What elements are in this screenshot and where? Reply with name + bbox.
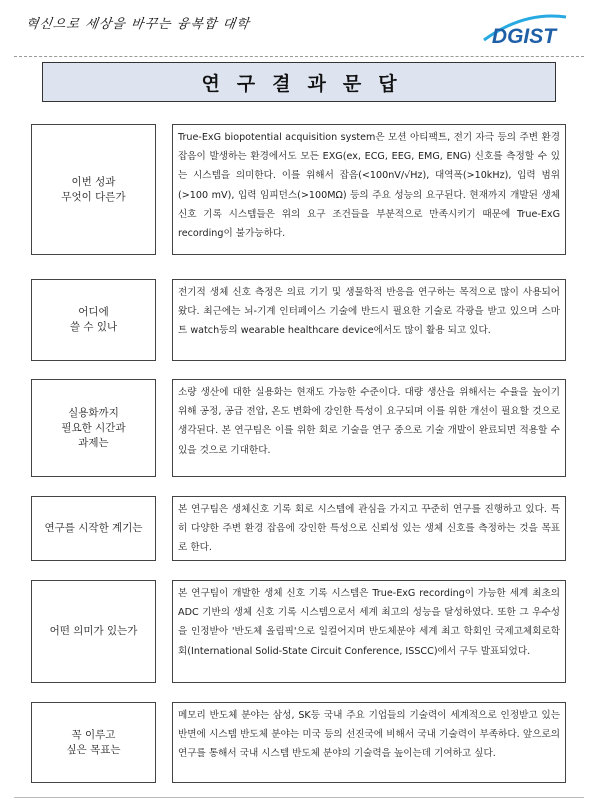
- qa-section-goal: [31, 702, 566, 783]
- qa-section-difference: [31, 124, 566, 255]
- qa-section-motivation: [31, 496, 566, 561]
- question-label: 꼭 이루고 싶은 목표는: [31, 702, 156, 783]
- question-label: 어디에 쓸 수 있나: [31, 279, 156, 361]
- answer-text: 본 연구팀은 생체신호 기록 회로 시스템에 관심을 가지고 꾸준히 연구를 진행하고 있다. 특히 다양한 주변 환경 잡음에 강인한 특성으로 신뢰성 있는 생체 신호를 측정하는 것을 목표로 한다.: [172, 496, 566, 561]
- qa-section-commercialization: [31, 379, 566, 477]
- question-label: 실용화까지 필요한 시간과 과제는: [31, 379, 156, 477]
- answer-text: 본 연구팀이 개발한 생체 신호 기록 시스템은 True-ExG recording이 가능한 세계 최초의 ADC 기반의 생체 신호 기록 시스템으로서 세계 최고의 성능을 달성하였다. 또한 그 우수성을 인정받아 '반도체 올림픽'으로 일컬어지며 반도체분야 세계 최고 학회인 국제고체회로학회(International Solid-State Circuit Conference, ISSCC)에서 구두 발표되었다.: [172, 580, 566, 683]
- logo-text: DGIST: [491, 25, 557, 48]
- header-divider: [14, 56, 584, 57]
- qa-section-significance: [31, 580, 566, 683]
- title-banner: [42, 62, 556, 102]
- question-label: 이번 성과 무엇이 다른가: [31, 124, 156, 255]
- page-title: 연구결과문답: [201, 72, 414, 95]
- footer-divider: [14, 797, 584, 798]
- qa-section-application: [31, 279, 566, 361]
- answer-text: 전기적 생체 신호 측정은 의료 기기 및 생물학적 반응을 연구하는 목적으로 많이 사용되어 왔다. 최근에는 뇌-기계 인터페이스 기술에 반드시 필요한 기술로 각광을 받고 있으며 스마트 watch등의 wearable healthcare device에서도 많이 활용 되고 있다.: [172, 279, 566, 361]
- answer-text: 메모리 반도체 분야는 삼성, SK등 국내 주요 기업들의 기술력이 세계적으로 인정받고 있는 반면에 시스템 반도체 분야는 미국 등의 선진국에 비해서 국내 기술력이 부족하다. 앞으로의 연구를 통해서 국내 시스템 반도체 분야의 기술력을 높이는데 기여하고 싶다.: [172, 702, 566, 783]
- question-label: 어떤 의미가 있는가: [31, 580, 156, 683]
- question-label: 연구를 시작한 계기는: [31, 496, 156, 561]
- dgist-logo: [478, 10, 570, 48]
- answer-text: 소량 생산에 대한 실용화는 현재도 가능한 수준이다. 대량 생산을 위해서는 수율을 높이기 위해 공정, 공급 전압, 온도 변화에 강인한 특성이 요구되며 이를 위한 개선이 필요할 것으로 생각된다. 본 연구팀은 이를 위한 회로 기술을 연구 중으로 기술 개발이 완료되면 적용할 수 있을 것으로 기대한다.: [172, 379, 566, 477]
- header-slogan: 혁신으로 세상을 바꾸는 융복합 대학: [24, 17, 251, 32]
- answer-text: True-ExG biopotential acquisition system은 모션 아티팩트, 전기 자극 등의 주변 환경잡음이 발생하는 환경에서도 모든 EXG(ex, ECG, EEG, EMG, ENG) 신호를 측정할 수 있는 시스템을 의미한다. 이를 위해서 잡음(<100nV/√Hz), 대역폭(>10kHz), 입력 범위(>100 mV), 입력 임피던스(>100MΩ) 등의 주요 성능의 요구된다. 현재까지 개발된 생체 신호 기록 시스템들은 위의 요구 조건들을 부분적으로 만족시키기 때문에 True-ExG recording이 불가능하다.: [172, 124, 566, 255]
